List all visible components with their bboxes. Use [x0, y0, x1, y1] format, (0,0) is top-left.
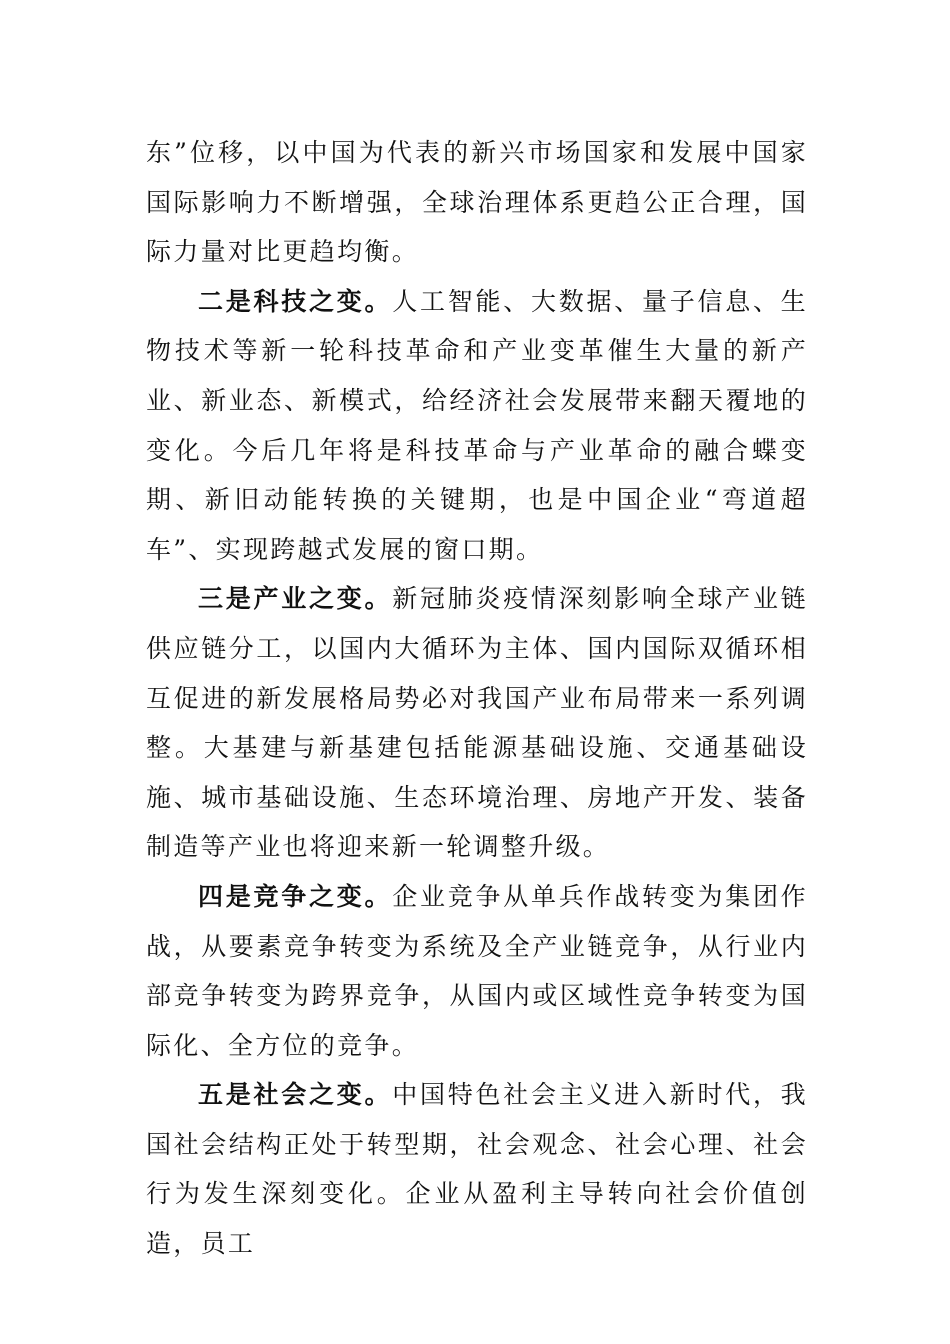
paragraph-text: 企业竞争从单兵作战转变为集团作战，从要素竞争转变为系统及全产业链竞争，从行业内部竞争转变为跨界竞争，从国内或区域性竞争转变为国际化、全方位的竞争。: [146, 881, 808, 1060]
paragraph-text: 人工智能、大数据、量子信息、生物技术等新一轮科技革命和产业变革催生大量的新产业、新业态、新模式，给经济社会发展带来翻天覆地的变化。今后几年将是科技革命与产业革命的融合蝶变期、新旧动能转换的关键期，也是中国企业“弯道超车”、实现跨越式发展的窗口期。: [146, 286, 808, 564]
paragraph-heading: 二是科技之变。: [198, 286, 393, 316]
document-body: [146, 128, 808, 1269]
paragraph-text: 东”位移，以中国为代表的新兴市场国家和发展中国家国际影响力不断增强，全球治理体系更趋公正合理，国际力量对比更趋均衡。: [146, 138, 808, 267]
paragraph-text: 中国特色社会主义进入新时代，我国社会结构正处于转型期，社会观念、社会心理、社会行为发生深刻变化。企业从盈利主导转向社会价值创造，员工: [146, 1080, 808, 1259]
paragraph-heading: 三是产业之变。: [198, 584, 393, 614]
paragraph-text: 新冠肺炎疫情深刻影响全球产业链供应链分工，以国内大循环为主体、国内国际双循环相互促进的新发展格局势必对我国产业布局带来一系列调整。大基建与新基建包括能源基础设施、交通基础设施、城市基础设施、生态环境治理、房地产开发、装备制造等产业也将迎来新一轮调整升级。: [146, 584, 808, 862]
paragraph-continuation: [146, 128, 808, 277]
paragraph-heading: 四是竞争之变。: [198, 881, 393, 911]
paragraph-heading: 五是社会之变。: [198, 1080, 393, 1110]
paragraph-technology-change: [146, 277, 808, 575]
paragraph-society-change: [146, 1070, 808, 1268]
paragraph-competition-change: [146, 872, 808, 1070]
paragraph-industry-change: [146, 574, 808, 872]
